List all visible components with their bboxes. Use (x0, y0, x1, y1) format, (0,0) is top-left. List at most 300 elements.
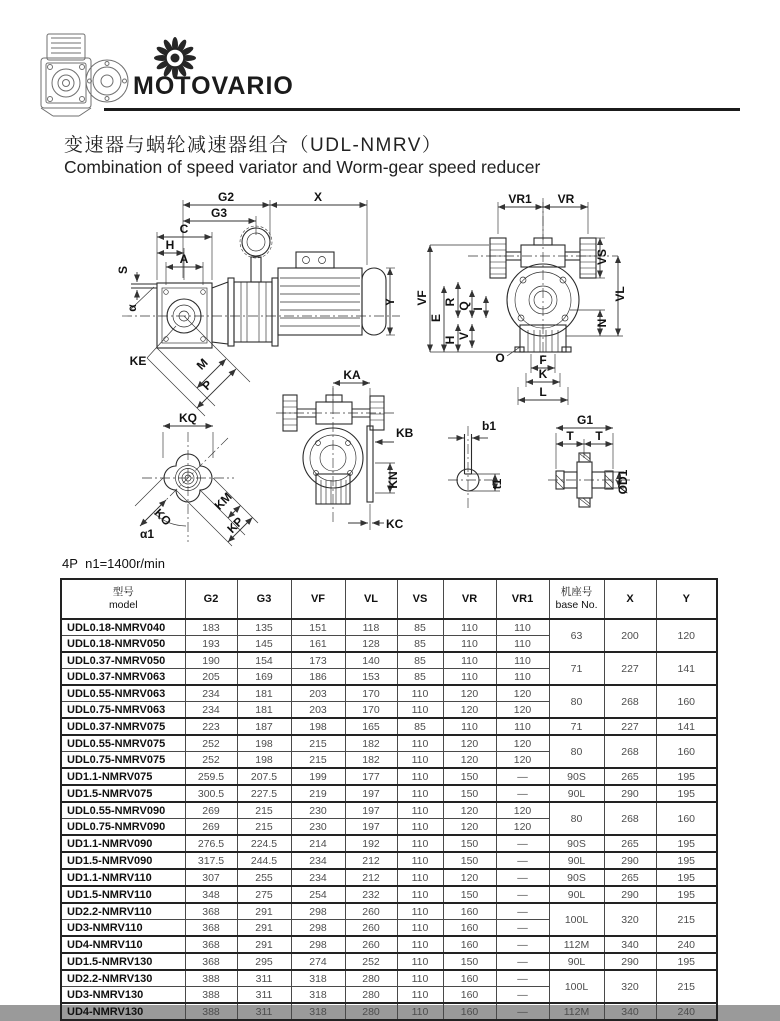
y-cell: 240 (656, 1003, 717, 1020)
dim-value-cell: 110 (397, 685, 443, 702)
dim-value-cell: 110 (443, 718, 496, 735)
dim-label-s: S (116, 265, 130, 275)
dim-value-cell: 197 (345, 819, 397, 836)
spec-table (60, 578, 718, 1021)
dim-value-cell: — (496, 936, 549, 953)
dim-value-cell: — (496, 852, 549, 869)
dim-value-cell: 259.5 (185, 768, 237, 785)
model-cell: UD4-NMRV110 (61, 936, 185, 953)
dim-value-cell: 276.5 (185, 835, 237, 852)
x-cell: 268 (604, 735, 656, 768)
dim-value-cell: 110 (397, 970, 443, 987)
model-cell: UDL0.37-NMRV063 (61, 669, 185, 686)
dim-value-cell: 318 (291, 987, 345, 1004)
base-no-cell: 90S (549, 768, 604, 785)
dim-value-cell: 254 (291, 886, 345, 903)
y-cell: 195 (656, 852, 717, 869)
dim-value-cell: 150 (443, 835, 496, 852)
dim-value-cell: 110 (496, 669, 549, 686)
dim-value-cell: 291 (237, 903, 291, 920)
col-header-y: Y (656, 579, 717, 619)
table-row (61, 903, 717, 920)
dim-value-cell: 85 (397, 619, 443, 636)
x-cell: 268 (604, 685, 656, 718)
y-cell: 195 (656, 785, 717, 802)
dim-label-x: X (313, 190, 323, 204)
dim-label-f: F (539, 353, 547, 367)
dim-value-cell: 110 (496, 718, 549, 735)
base-no-cell: 71 (549, 718, 604, 735)
table-row (61, 936, 717, 953)
y-cell: 195 (656, 886, 717, 903)
base-no-cell: 80 (549, 735, 604, 768)
dim-label-t-right: T (595, 429, 603, 443)
dim-value-cell: 280 (345, 970, 397, 987)
dim-value-cell: 203 (291, 702, 345, 719)
base-no-cell: 90S (549, 835, 604, 852)
model-cell: UD1.1-NMRV090 (61, 835, 185, 852)
dim-value-cell: 110 (397, 936, 443, 953)
dim-value-cell: 215 (291, 752, 345, 769)
dim-value-cell: 260 (345, 903, 397, 920)
dim-value-cell: 252 (185, 752, 237, 769)
y-cell: 141 (656, 652, 717, 685)
base-no-cell: 90L (549, 886, 604, 903)
dim-value-cell: 311 (237, 987, 291, 1004)
dim-value-cell: 269 (185, 802, 237, 819)
y-cell: 120 (656, 619, 717, 652)
dim-value-cell: 183 (185, 619, 237, 636)
model-cell: UDL0.37-NMRV075 (61, 718, 185, 735)
base-no-cell: 63 (549, 619, 604, 652)
x-cell: 320 (604, 903, 656, 936)
dim-value-cell: 110 (496, 652, 549, 669)
y-cell: 160 (656, 735, 717, 768)
dim-value-cell: 173 (291, 652, 345, 669)
dim-value-cell: 317.5 (185, 852, 237, 869)
dim-value-cell: 186 (291, 669, 345, 686)
model-cell: UDL0.18-NMRV040 (61, 619, 185, 636)
dim-label-kp: KP (224, 514, 247, 537)
x-cell: 290 (604, 852, 656, 869)
base-no-cell: 112M (549, 936, 604, 953)
dim-label-i: I (471, 307, 485, 311)
base-no-cell: 90L (549, 852, 604, 869)
model-cell: UDL0.55-NMRV075 (61, 735, 185, 752)
model-cell: UD3-NMRV130 (61, 987, 185, 1004)
dim-value-cell: 110 (397, 903, 443, 920)
dim-label-ko: KO (151, 505, 175, 529)
x-cell: 265 (604, 869, 656, 886)
model-cell: UD2.2-NMRV130 (61, 970, 185, 987)
dim-value-cell: 298 (291, 903, 345, 920)
dim-value-cell: 110 (397, 987, 443, 1004)
dim-label-n: N (595, 318, 609, 328)
dim-value-cell: 224.5 (237, 835, 291, 852)
dim-value-cell: 181 (237, 702, 291, 719)
dim-label-kb: KB (396, 426, 414, 440)
dim-value-cell: 160 (443, 920, 496, 937)
model-cell: UD1.5-NMRV130 (61, 953, 185, 970)
header-rule (104, 108, 740, 111)
dim-value-cell: 252 (345, 953, 397, 970)
dim-label-vl: VL (613, 286, 627, 302)
dim-value-cell: 85 (397, 718, 443, 735)
dim-value-cell: 85 (397, 652, 443, 669)
dim-label-vr1: VR1 (508, 192, 532, 206)
dim-value-cell: 150 (443, 953, 496, 970)
dim-value-cell: 160 (443, 903, 496, 920)
dim-value-cell: 230 (291, 802, 345, 819)
dim-value-cell: 300.5 (185, 785, 237, 802)
table-row (61, 785, 717, 802)
dim-value-cell: 161 (291, 636, 345, 653)
x-cell: 200 (604, 619, 656, 652)
keyway-section-view (448, 419, 504, 508)
dim-value-cell: 199 (291, 768, 345, 785)
dim-value-cell: 110 (397, 819, 443, 836)
x-cell: 340 (604, 936, 656, 953)
dim-value-cell: 197 (345, 785, 397, 802)
dim-label-d1: ØD1 (616, 469, 630, 495)
dim-value-cell: 181 (237, 685, 291, 702)
output-flange-view (135, 411, 258, 546)
dim-label-h: H (165, 238, 175, 252)
dim-value-cell: 190 (185, 652, 237, 669)
dim-value-cell: 110 (397, 852, 443, 869)
dim-value-cell: 234 (291, 852, 345, 869)
dim-label-q: Q (457, 301, 471, 311)
dim-label-km: KM (211, 489, 235, 513)
table-row (61, 1003, 717, 1020)
dim-label-ka: KA (343, 368, 361, 382)
dim-value-cell: 120 (443, 685, 496, 702)
spec-table-container (60, 578, 718, 1021)
model-cell: UD1.5-NMRV075 (61, 785, 185, 802)
model-cell: UD1.5-NMRV090 (61, 852, 185, 869)
model-cell: UD1.5-NMRV110 (61, 886, 185, 903)
dim-value-cell: 110 (397, 886, 443, 903)
front-view (415, 192, 627, 405)
dim-label-t-left: T (566, 429, 574, 443)
model-cell: UDL0.75-NMRV075 (61, 752, 185, 769)
dim-value-cell: 388 (185, 987, 237, 1004)
dim-value-cell: 145 (237, 636, 291, 653)
model-cell: UDL0.55-NMRV090 (61, 802, 185, 819)
col-header-vr1: VR1 (496, 579, 549, 619)
dim-value-cell: 388 (185, 970, 237, 987)
dim-value-cell: 85 (397, 669, 443, 686)
model-cell: UD3-NMRV110 (61, 920, 185, 937)
dim-value-cell: 388 (185, 1003, 237, 1020)
dim-label-g1: G1 (576, 413, 594, 427)
col-header-base: 机座号 base No. (549, 579, 604, 619)
dim-value-cell: 110 (397, 1003, 443, 1020)
dim-value-cell: 311 (237, 1003, 291, 1020)
x-cell: 290 (604, 886, 656, 903)
x-cell: 320 (604, 970, 656, 1003)
dim-value-cell: 169 (237, 669, 291, 686)
y-cell: 240 (656, 936, 717, 953)
dim-value-cell: 203 (291, 685, 345, 702)
dim-value-cell: 198 (291, 718, 345, 735)
table-row (61, 835, 717, 852)
dim-value-cell: 110 (443, 636, 496, 653)
dim-value-cell: 223 (185, 718, 237, 735)
page-title-en: Combination of speed variator and Worm-gear speed reducer (64, 157, 541, 177)
dim-value-cell: 177 (345, 768, 397, 785)
table-row (61, 652, 717, 669)
dim-value-cell: 193 (185, 636, 237, 653)
dim-value-cell: 151 (291, 619, 345, 636)
dim-value-cell: 128 (345, 636, 397, 653)
y-cell: 195 (656, 768, 717, 785)
table-row (61, 886, 717, 903)
table-row (61, 953, 717, 970)
dim-value-cell: 348 (185, 886, 237, 903)
dim-value-cell: 150 (443, 886, 496, 903)
dim-label-c: C (179, 222, 189, 236)
base-no-cell: 100L (549, 903, 604, 936)
dim-value-cell: 110 (397, 835, 443, 852)
dim-value-cell: 244.5 (237, 852, 291, 869)
x-cell: 265 (604, 768, 656, 785)
base-no-cell: 90L (549, 953, 604, 970)
dim-label-vs: VS (595, 248, 609, 266)
table-row (61, 685, 717, 702)
dim-value-cell: 120 (443, 869, 496, 886)
dim-label-b1: b1 (482, 419, 497, 433)
dim-label-kc: KC (386, 517, 404, 531)
dim-value-cell: 227.5 (237, 785, 291, 802)
dim-value-cell: — (496, 953, 549, 970)
dim-value-cell: 318 (291, 970, 345, 987)
y-cell: 195 (656, 953, 717, 970)
model-cell: UDL0.37-NMRV050 (61, 652, 185, 669)
dim-value-cell: 120 (496, 819, 549, 836)
x-cell: 290 (604, 953, 656, 970)
dim-value-cell: 252 (185, 735, 237, 752)
col-header-x: X (604, 579, 656, 619)
dim-value-cell: 234 (185, 685, 237, 702)
dim-label-m: M (193, 355, 211, 373)
model-cell: UDL0.75-NMRV090 (61, 819, 185, 836)
dim-label-kq: KQ (179, 411, 197, 425)
dim-value-cell: 135 (237, 619, 291, 636)
dim-label-t1: t1 (490, 478, 504, 490)
dim-value-cell: 368 (185, 903, 237, 920)
model-cell: UDL0.55-NMRV063 (61, 685, 185, 702)
dim-label-k: K (538, 367, 548, 381)
dim-value-cell: 120 (443, 735, 496, 752)
dim-value-cell: — (496, 835, 549, 852)
dim-value-cell: 182 (345, 735, 397, 752)
dim-value-cell: 110 (397, 785, 443, 802)
dim-value-cell: 110 (397, 752, 443, 769)
dim-value-cell: 291 (237, 920, 291, 937)
dim-value-cell: 160 (443, 1003, 496, 1020)
dim-label-h2: H (443, 335, 457, 345)
dim-label-e: E (429, 313, 443, 323)
dim-value-cell: 110 (443, 619, 496, 636)
model-cell: UD2.2-NMRV110 (61, 903, 185, 920)
dim-value-cell: 110 (397, 702, 443, 719)
dim-value-cell: 110 (397, 802, 443, 819)
table-row (61, 970, 717, 987)
col-header-vr: VR (443, 579, 496, 619)
dim-value-cell: 307 (185, 869, 237, 886)
dim-value-cell: 187 (237, 718, 291, 735)
dim-value-cell: 170 (345, 685, 397, 702)
table-row (61, 768, 717, 785)
table-row (61, 735, 717, 752)
col-header-model: 型号 model (61, 579, 185, 619)
dim-value-cell: 154 (237, 652, 291, 669)
dim-label-alpha: α (125, 304, 139, 312)
dim-value-cell: 291 (237, 936, 291, 953)
y-cell: 195 (656, 869, 717, 886)
model-cell: UD4-NMRV130 (61, 1003, 185, 1020)
dim-value-cell: 192 (345, 835, 397, 852)
x-cell: 290 (604, 785, 656, 802)
dim-value-cell: 280 (345, 1003, 397, 1020)
brand-name: MOTOVARIO (133, 72, 294, 100)
dim-value-cell: 110 (496, 636, 549, 653)
dim-value-cell: 110 (443, 652, 496, 669)
col-header-vl: VL (345, 579, 397, 619)
table-header-row (61, 579, 717, 619)
dim-value-cell: 215 (291, 735, 345, 752)
assembly-side-view (116, 190, 400, 416)
dim-value-cell: — (496, 869, 549, 886)
dim-value-cell: 182 (345, 752, 397, 769)
dim-value-cell: 234 (185, 702, 237, 719)
dim-value-cell: — (496, 920, 549, 937)
dim-value-cell: 197 (345, 802, 397, 819)
dim-label-p: P (199, 377, 215, 393)
dim-value-cell: 219 (291, 785, 345, 802)
dim-value-cell: 212 (345, 852, 397, 869)
col-header-vs: VS (397, 579, 443, 619)
dim-value-cell: 150 (443, 852, 496, 869)
page-title-zh: 变速器与蜗轮减速器组合（UDL-NMRV） (64, 135, 443, 156)
dim-value-cell: — (496, 785, 549, 802)
dim-value-cell: 298 (291, 920, 345, 937)
dim-label-vr: VR (557, 192, 575, 206)
dim-value-cell: 205 (185, 669, 237, 686)
dim-value-cell: 232 (345, 886, 397, 903)
x-cell: 340 (604, 1003, 656, 1020)
dim-value-cell: 160 (443, 970, 496, 987)
dim-value-cell: 120 (443, 802, 496, 819)
x-cell: 227 (604, 652, 656, 685)
table-row (61, 718, 717, 735)
dim-value-cell: 120 (443, 702, 496, 719)
dim-label-g2: G2 (217, 190, 235, 204)
dim-label-kn: KN (386, 471, 400, 489)
model-cell: UDL0.75-NMRV063 (61, 702, 185, 719)
dim-value-cell: 85 (397, 636, 443, 653)
dim-value-cell: 368 (185, 953, 237, 970)
dim-value-cell: 118 (345, 619, 397, 636)
dim-value-cell: — (496, 886, 549, 903)
dim-label-v: V (457, 331, 471, 341)
dim-value-cell: 120 (496, 685, 549, 702)
dim-label-ke: KE (129, 354, 147, 368)
dim-value-cell: 368 (185, 936, 237, 953)
y-cell: 160 (656, 685, 717, 718)
dim-value-cell: 120 (443, 752, 496, 769)
dim-value-cell: 120 (443, 819, 496, 836)
x-cell: 227 (604, 718, 656, 735)
table-row (61, 802, 717, 819)
dim-value-cell: 260 (345, 936, 397, 953)
speed-note: 4P n1=1400r/min (62, 556, 165, 571)
col-header-g3: G3 (237, 579, 291, 619)
dim-label-y: Y (383, 297, 397, 307)
y-cell: 195 (656, 835, 717, 852)
table-row (61, 852, 717, 869)
dim-value-cell: 160 (443, 936, 496, 953)
x-cell: 268 (604, 802, 656, 835)
model-cell: UDL0.18-NMRV050 (61, 636, 185, 653)
dim-value-cell: 110 (397, 869, 443, 886)
dim-value-cell: — (496, 903, 549, 920)
dim-value-cell: 207.5 (237, 768, 291, 785)
base-no-cell: 71 (549, 652, 604, 685)
dim-value-cell: 255 (237, 869, 291, 886)
dim-label-o: O (495, 351, 505, 365)
col-header-vf: VF (291, 579, 345, 619)
dim-value-cell: 110 (397, 735, 443, 752)
table-row (61, 869, 717, 886)
dim-value-cell: 212 (345, 869, 397, 886)
dim-value-cell: 269 (185, 819, 237, 836)
dim-value-cell: 153 (345, 669, 397, 686)
output-shaft-view (548, 413, 630, 507)
table-row (61, 619, 717, 636)
variator-side-view (276, 368, 414, 531)
dim-value-cell: 215 (237, 802, 291, 819)
y-cell: 215 (656, 970, 717, 1003)
col-header-g2: G2 (185, 579, 237, 619)
y-cell: 160 (656, 802, 717, 835)
dim-value-cell: 120 (496, 802, 549, 819)
dim-value-cell: 234 (291, 869, 345, 886)
dim-label-g3: G3 (210, 206, 228, 220)
technical-drawings (0, 190, 780, 552)
base-no-cell: 90S (549, 869, 604, 886)
spec-table-body (61, 619, 717, 1020)
dim-value-cell: 110 (443, 669, 496, 686)
base-no-cell: 80 (549, 685, 604, 718)
dim-value-cell: 120 (496, 735, 549, 752)
dim-value-cell: — (496, 987, 549, 1004)
dim-value-cell: 165 (345, 718, 397, 735)
dim-value-cell: 170 (345, 702, 397, 719)
base-no-cell: 90L (549, 785, 604, 802)
dim-value-cell: 298 (291, 936, 345, 953)
dim-value-cell: — (496, 970, 549, 987)
dim-value-cell: 150 (443, 768, 496, 785)
dim-label-l: L (539, 385, 547, 399)
base-no-cell: 100L (549, 970, 604, 1003)
x-cell: 265 (604, 835, 656, 852)
dim-label-a: A (179, 252, 189, 266)
dim-label-r: R (443, 297, 457, 307)
dim-value-cell: 120 (496, 702, 549, 719)
dim-value-cell: 275 (237, 886, 291, 903)
